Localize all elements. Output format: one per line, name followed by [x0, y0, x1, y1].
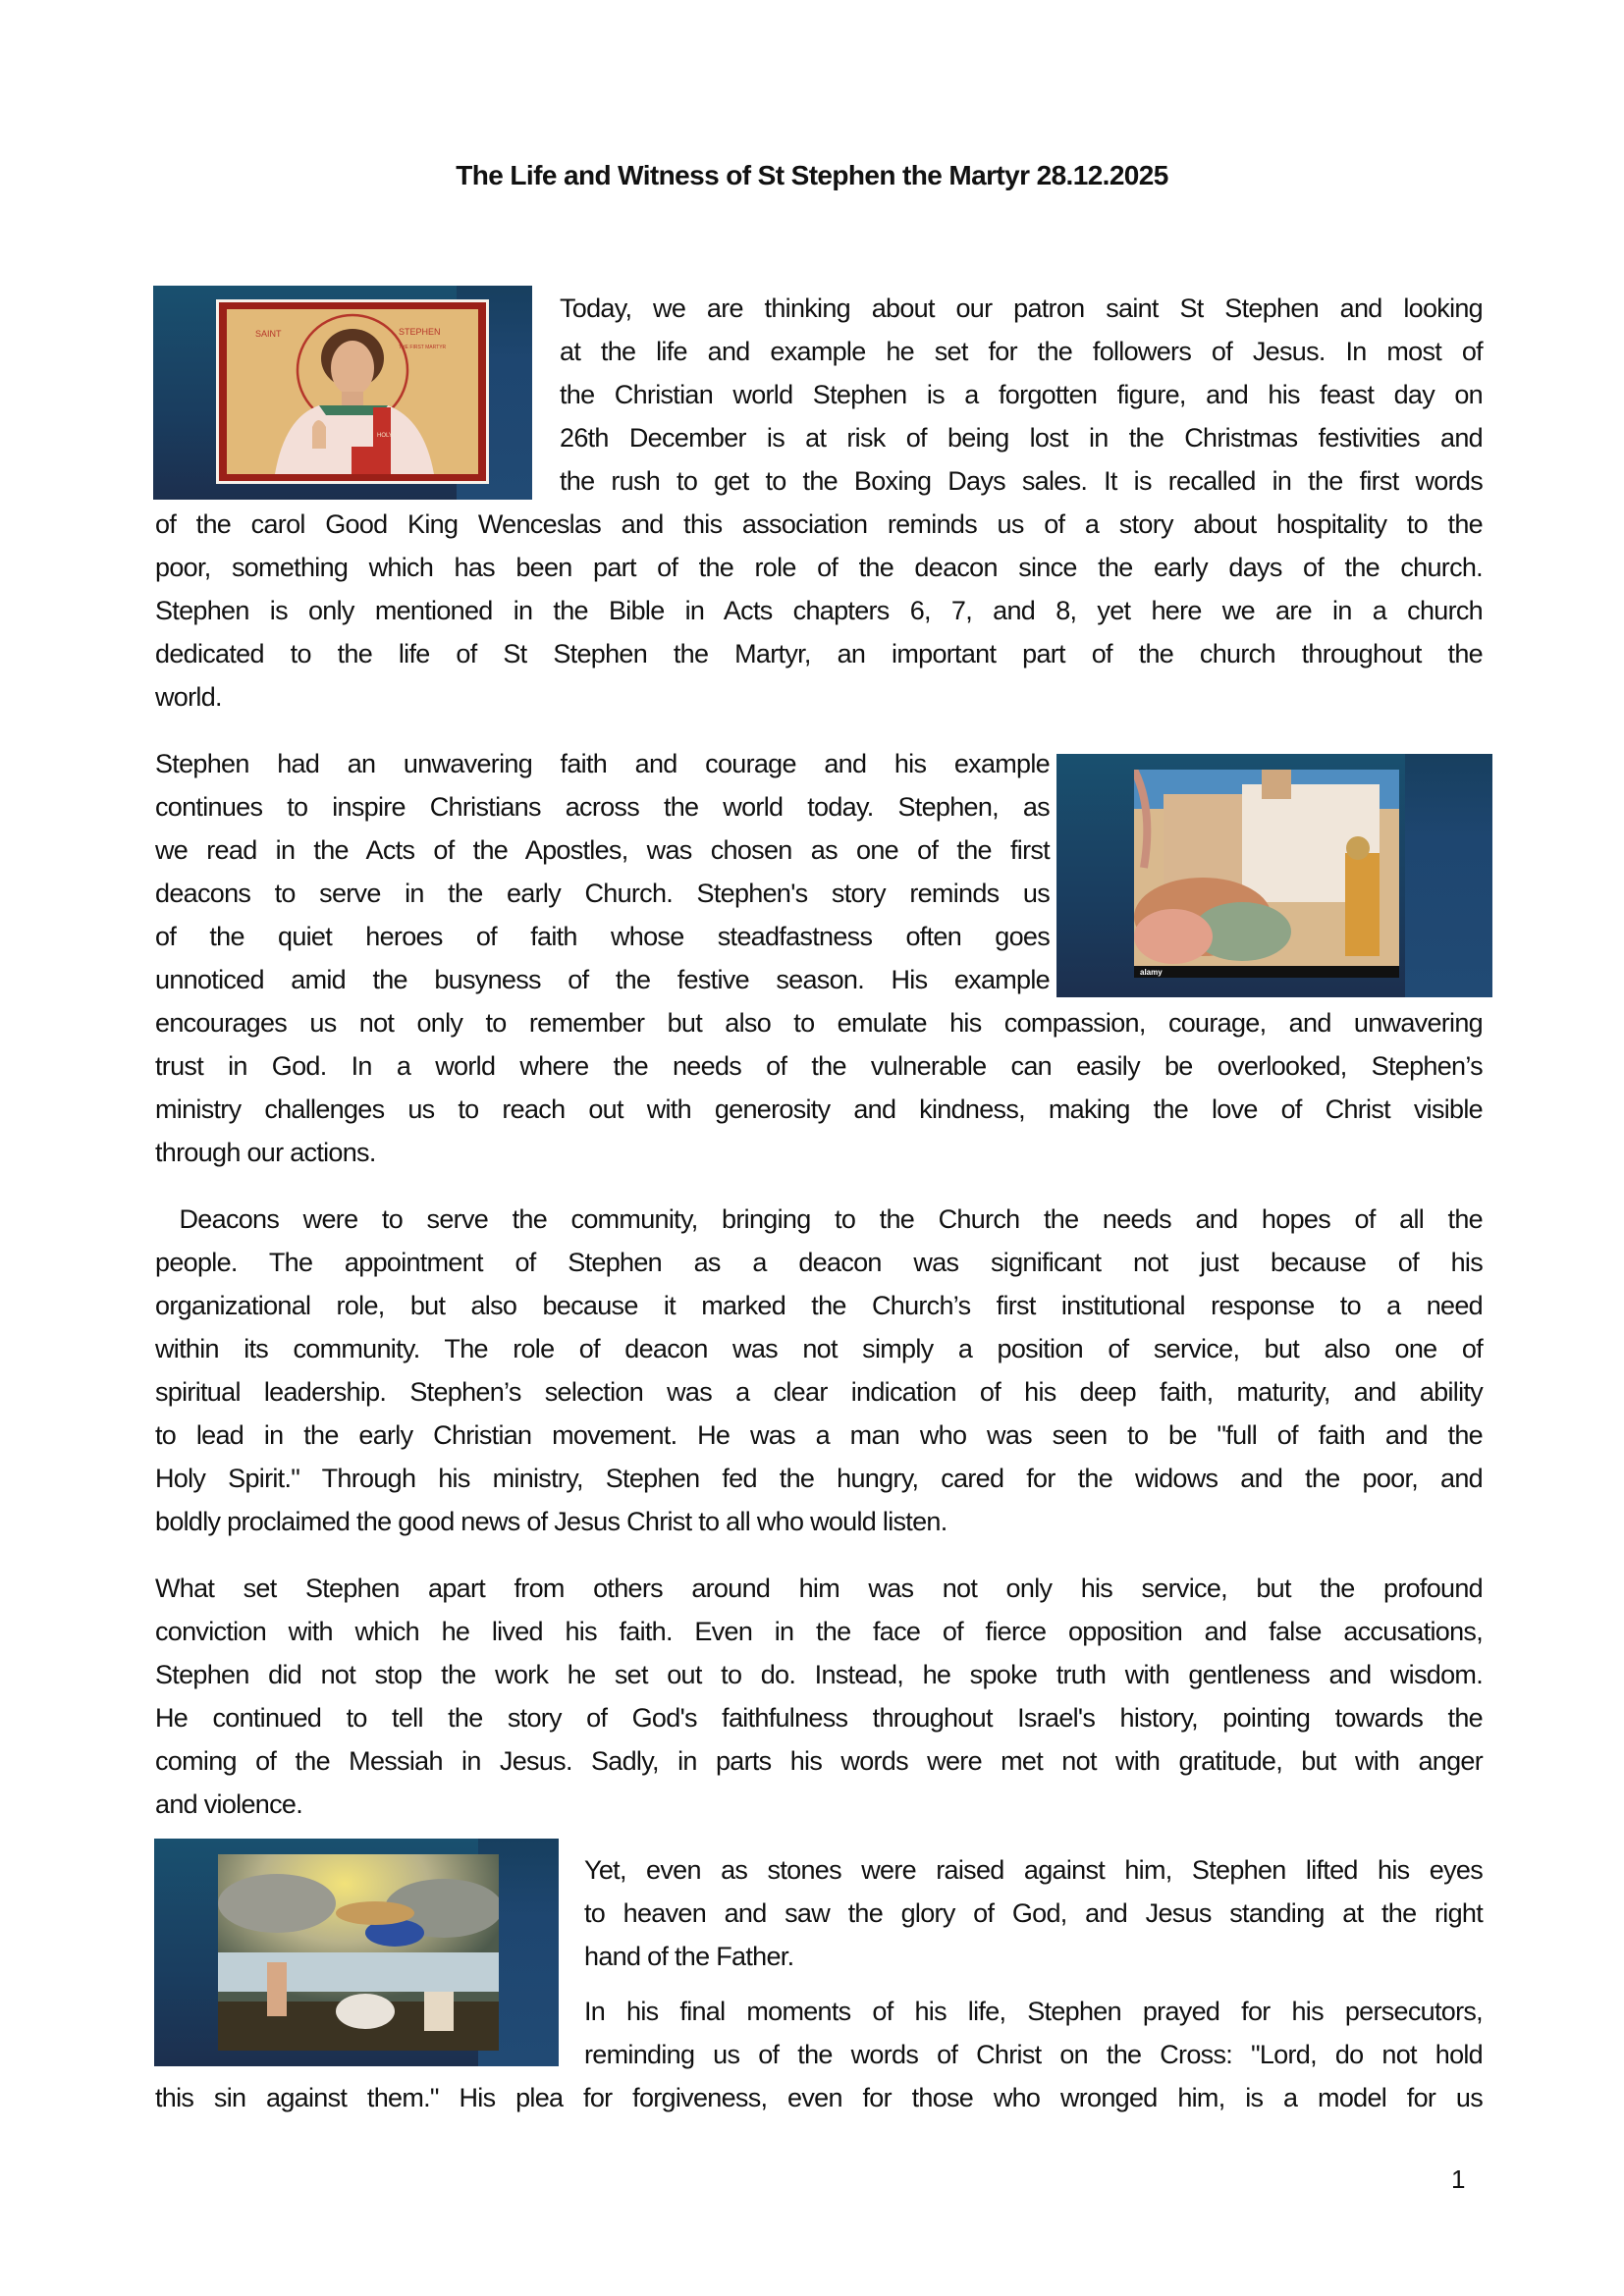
- paragraph-1: [155, 287, 1483, 719]
- text-line: Holy Spirit." Through his ministry, Stephen fed the hungry, cared for the widows and the poor, and: [155, 1464, 1483, 1493]
- icon-label-first-martyr: THE FIRST MARTYR: [399, 345, 447, 350]
- text-line: Deacons were to serve the community, bringing to the Church the needs and hopes of all the: [155, 1204, 1483, 1234]
- text-line: boldly proclaimed the good news of Jesus Christ to all who would listen.: [155, 1507, 947, 1536]
- paragraph-2: [155, 742, 1483, 1174]
- text-line: He continued to tell the story of God's faithfulness throughout Israel's history, pointing towards the: [155, 1703, 1483, 1733]
- paragraph-6: [155, 1990, 1483, 2119]
- text-line: unnoticed amid the busyness of the festive season. His example: [155, 965, 1050, 994]
- text-line: spiritual leadership. Stephen’s selection was a clear indication of his deep faith, maturity, and ability: [155, 1377, 1483, 1407]
- text-line: What set Stephen apart from others around him was not only his service, but the profound: [155, 1574, 1483, 1603]
- text-line: and violence.: [155, 1789, 303, 1819]
- text-line: through our actions.: [155, 1138, 376, 1167]
- text-line: within its community. The role of deacon was not simply a position of service, but also one of: [155, 1334, 1483, 1363]
- document-title: The Life and Witness of St Stephen the Martyr 28.12.2025: [456, 160, 1168, 190]
- text-line: reminding us of the words of Christ on the Cross: "Lord, do not hold: [584, 2040, 1483, 2069]
- paragraph-5: [155, 1848, 1483, 1978]
- paragraph-3: [155, 1198, 1483, 1543]
- text-line: poor, something which has been part of the role of the deacon since the early days of the church.: [155, 553, 1483, 582]
- text-line: of the quiet heroes of faith whose steadfastness often goes: [155, 922, 1050, 951]
- icon-label-saint: SAINT: [255, 329, 282, 339]
- text-line: dedicated to the life of St Stephen the Martyr, an important part of the church throughout the: [155, 639, 1483, 668]
- text-line: world.: [155, 682, 222, 712]
- text-line: people. The appointment of Stephen as a deacon was significant not just because of his: [155, 1248, 1483, 1277]
- text-line: to heaven and saw the glory of God, and Jesus standing at the right: [584, 1898, 1483, 1928]
- text-line: trust in God. In a world where the needs of the vulnerable can easily be overlooked, Stephen’s: [155, 1051, 1483, 1081]
- text-line: of the carol Good King Wenceslas and this association reminds us of a story about hospitality to the: [155, 509, 1483, 539]
- text-line: organizational role, but also because it marked the Church’s first institutional response to a need: [155, 1291, 1483, 1320]
- text-line: the rush to get to the Boxing Days sales. It is recalled in the first words: [560, 466, 1483, 496]
- text-line: the Christian world Stephen is a forgotten figure, and his feast day on: [560, 380, 1483, 409]
- text-line: deacons to serve in the early Church. Stephen's story reminds us: [155, 879, 1050, 908]
- text-line: hand of the Father.: [584, 1942, 794, 1971]
- text-line: Yet, even as stones were raised against him, Stephen lifted his eyes: [584, 1855, 1483, 1885]
- page-number: 1: [1451, 2164, 1466, 2194]
- text-line: to lead in the early Christian movement. He was a man who was seen to be "full of faith and the: [155, 1420, 1483, 1450]
- text-line: Stephen is only mentioned in the Bible in Acts chapters 6, 7, and 8, yet here we are in a church: [155, 596, 1483, 625]
- text-line: this sin against them." His plea for forgiveness, even for those who wronged him, is a model for us: [155, 2083, 1483, 2112]
- text-line: Today, we are thinking about our patron saint St Stephen and looking: [560, 294, 1483, 323]
- text-line: In his final moments of his life, Stephen prayed for his persecutors,: [584, 1997, 1483, 2026]
- text-line: continues to inspire Christians across the world today. Stephen, as: [155, 792, 1050, 822]
- text-line: at the life and example he set for the followers of Jesus. In most of: [560, 337, 1483, 366]
- text-line: 26th December is at risk of being lost in the Christmas festivities and: [560, 423, 1483, 453]
- icon-label-stephen: STEPHEN: [399, 327, 441, 337]
- text-line: Stephen did not stop the work he set out to do. Instead, he spoke truth with gentleness and wisdom.: [155, 1660, 1483, 1689]
- text-line: coming of the Messiah in Jesus. Sadly, in parts his words were met not with gratitude, but with anger: [155, 1746, 1483, 1776]
- paragraph-4: [155, 1567, 1483, 1826]
- text-line: Stephen had an unwavering faith and courage and his example: [155, 749, 1050, 778]
- text-line: ministry challenges us to reach out with generosity and kindness, making the love of Christ visible: [155, 1095, 1483, 1124]
- icon-stole-text: HOLY: [377, 433, 393, 439]
- alamy-watermark: alamy: [1140, 968, 1163, 977]
- text-line: we read in the Acts of the Apostles, was chosen as one of the first: [155, 835, 1050, 865]
- text-line: conviction with which he lived his faith. Even in the face of fierce opposition and false accusations,: [155, 1617, 1483, 1646]
- text-line: encourages us not only to remember but also to emulate his compassion, courage, and unwavering: [155, 1008, 1483, 1038]
